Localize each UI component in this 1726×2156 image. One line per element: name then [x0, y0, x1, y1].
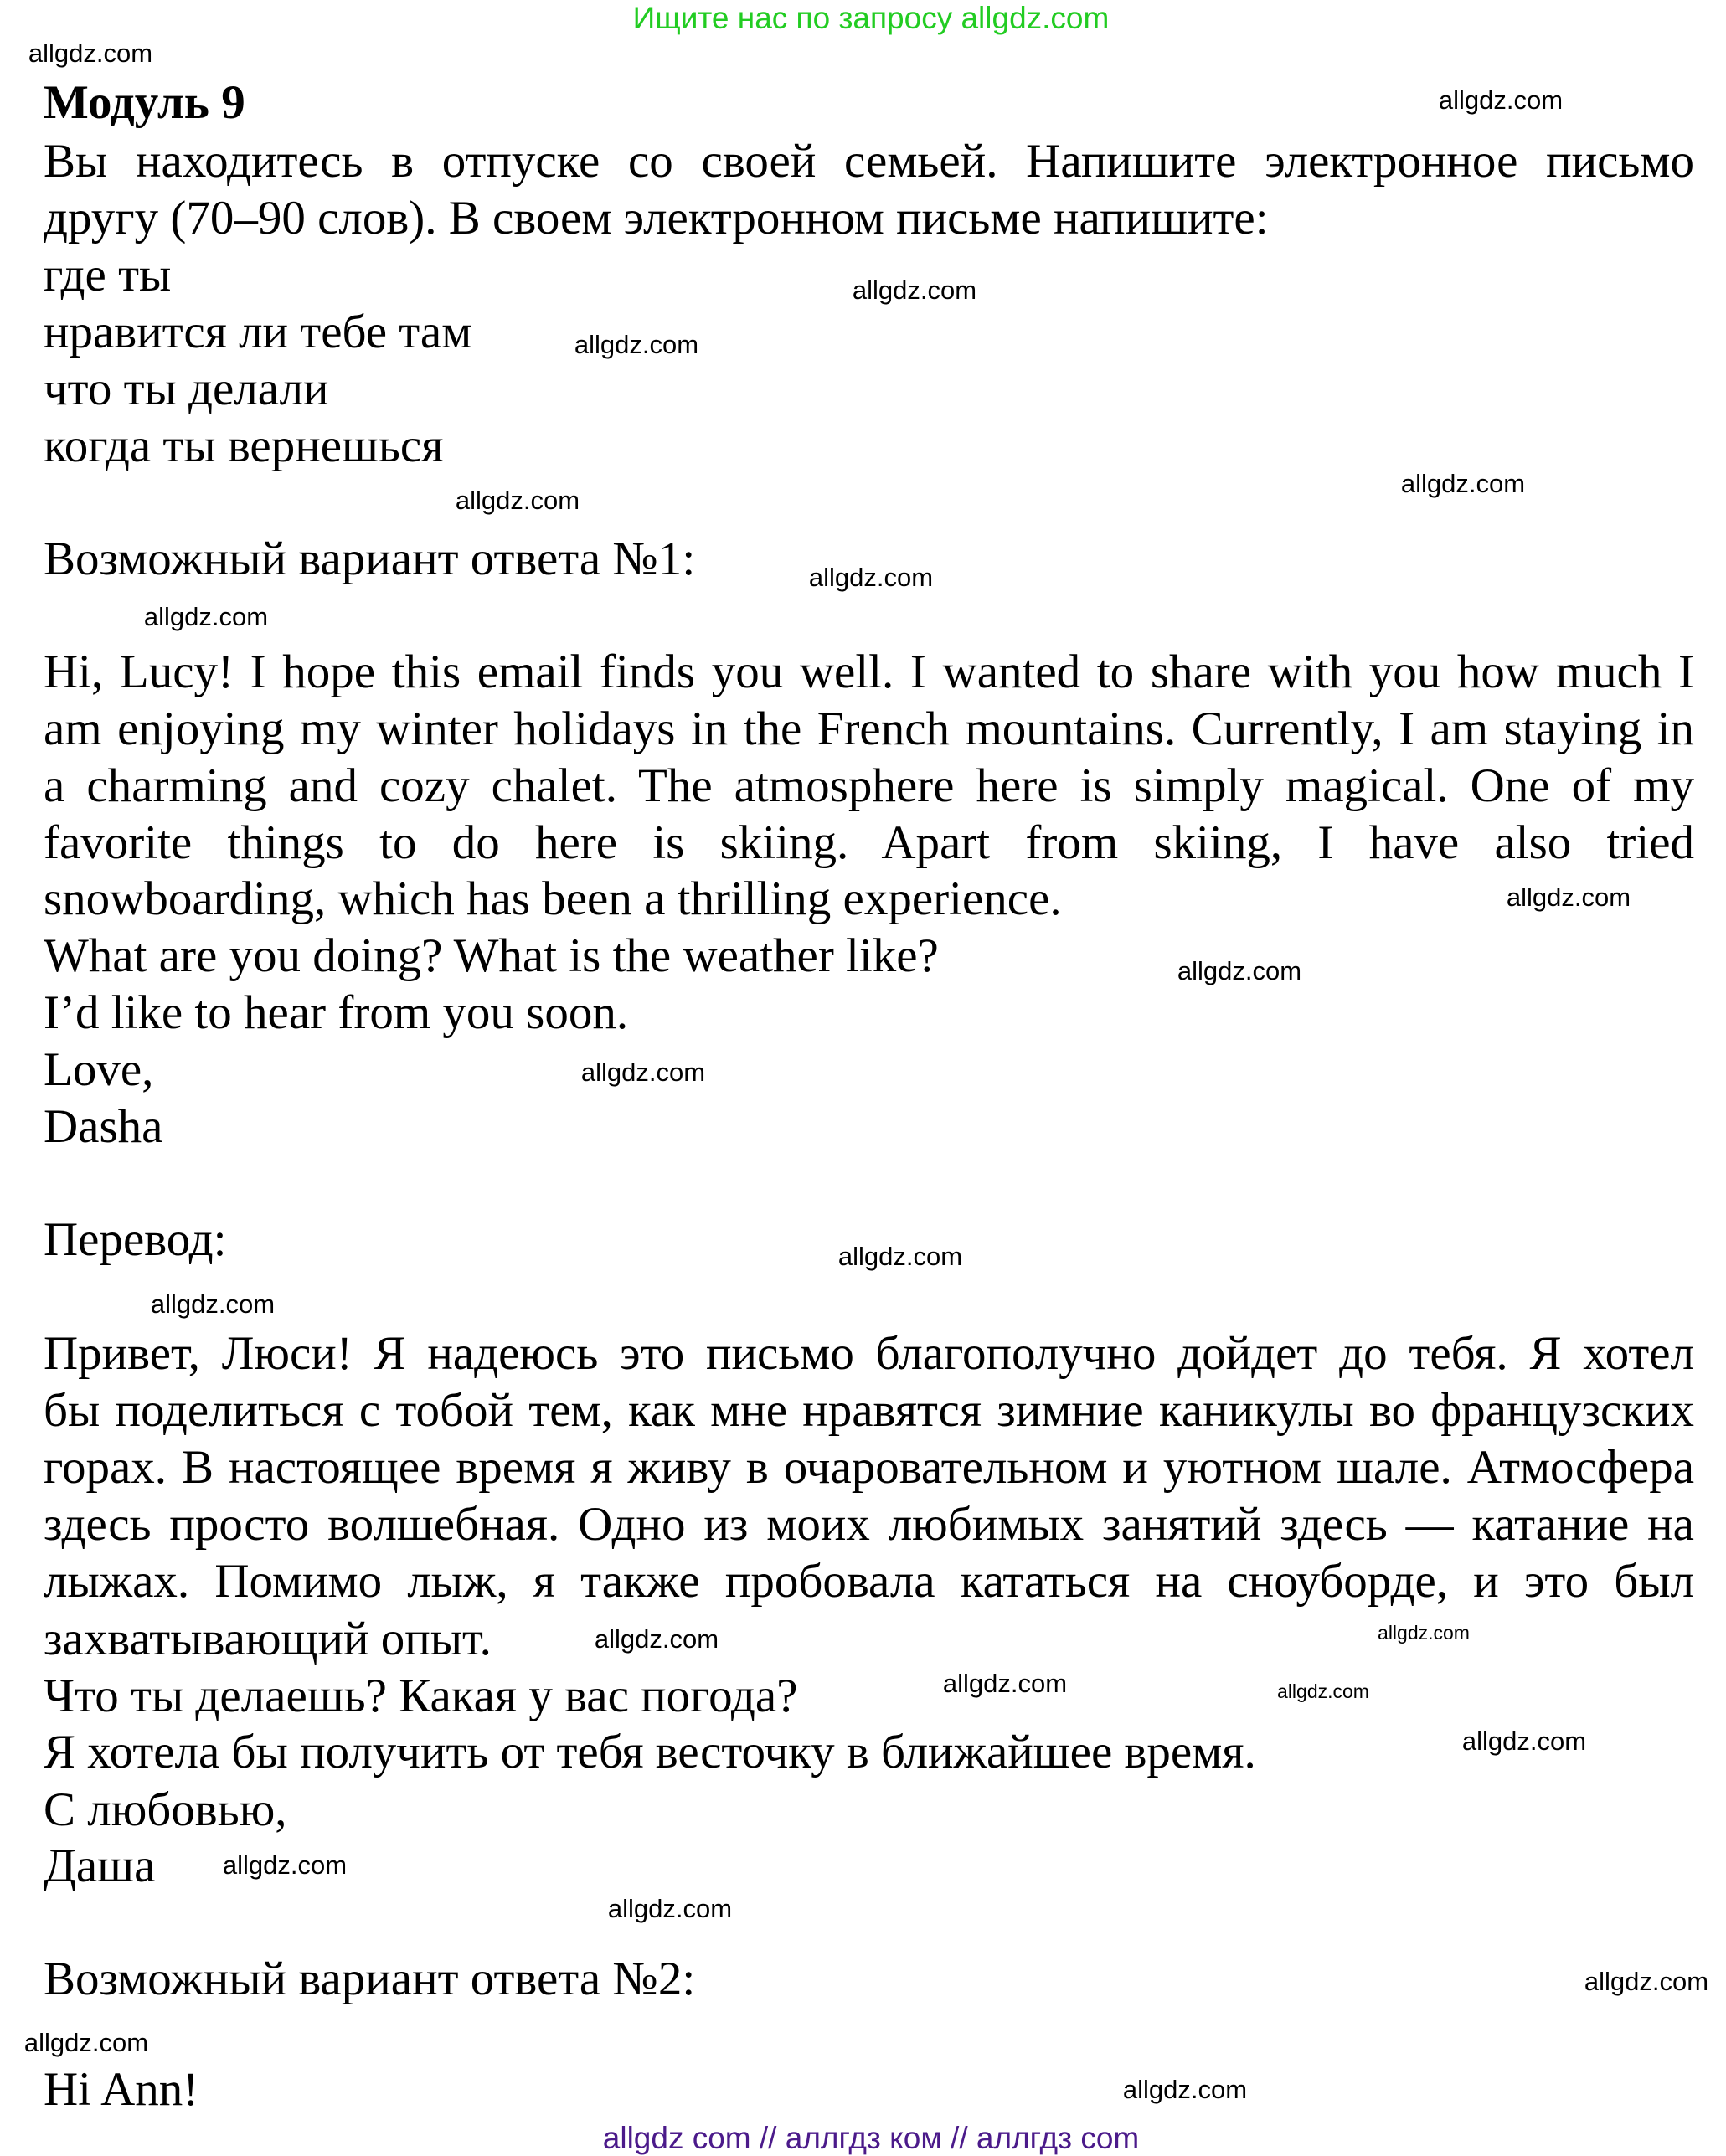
watermark: allgdz.com: [150, 1289, 276, 1319]
translation-signature: Даша: [44, 1840, 156, 1892]
watermark: allgdz.com: [28, 39, 153, 68]
watermark: allgdz.com: [852, 275, 977, 305]
watermark: allgdz.com: [1277, 1680, 1369, 1702]
letter2-line: Hi Ann!: [44, 2063, 199, 2116]
watermark: allgdz.com: [594, 1624, 719, 1654]
task-line: другу (70–90 слов). В своем электронном письме напишите:: [44, 192, 1269, 244]
letter1-line: favorite things to do here is skiing. Apart from skiing, I have also tried: [44, 816, 1694, 869]
watermark: allgdz.com: [143, 602, 269, 631]
search-banner[interactable]: Ищите нас по запросу allgdz.com: [632, 1, 1110, 35]
footer-banner[interactable]: allgdz com // аллгдз ком // аллгдз com: [602, 2121, 1140, 2155]
page-title: Модуль 9: [44, 76, 245, 129]
letter1-line: a charming and cozy chalet. The atmosphere here is simply magical. One of my: [44, 759, 1694, 812]
translation-line: горах. В настоящее время я живу в очаровательном и уютном шале. Атмосфера: [44, 1441, 1694, 1494]
variant1-heading: Возможный вариант ответа №1:: [44, 533, 696, 585]
translation-line: лыжах. Помимо лыж, я также пробовала кататься на сноуборде, и это был: [44, 1555, 1694, 1608]
watermark: allgdz.com: [1461, 1726, 1587, 1756]
task-point: когда ты вернешься: [44, 419, 444, 472]
watermark: allgdz.com: [1122, 2075, 1248, 2104]
letter1-line: What are you doing? What is the weather like?: [44, 929, 939, 982]
watermark: allgdz.com: [607, 1894, 733, 1923]
letter1-line: I’d like to hear from you soon.: [44, 986, 629, 1039]
translation-line: захватывающий опыт.: [44, 1613, 492, 1665]
watermark: allgdz.com: [1438, 85, 1564, 115]
watermark: allgdz.com: [1400, 469, 1526, 498]
watermark: allgdz.com: [574, 330, 699, 359]
watermark: allgdz.com: [808, 563, 934, 592]
task-point: где ты: [44, 249, 172, 301]
translation-heading: Перевод:: [44, 1213, 227, 1266]
letter1-line: Hi, Lucy! I hope this email finds you well. I wanted to share with you how much I: [44, 646, 1694, 698]
variant2-heading: Возможный вариант ответа №2:: [44, 1953, 696, 2005]
watermark: allgdz.com: [837, 1242, 963, 1271]
watermark: allgdz.com: [1584, 1967, 1709, 1996]
translation-line: бы поделиться с тобой тем, как мне нравятся зимние каникулы во французских: [44, 1384, 1694, 1437]
letter1-line: am enjoying my winter holidays in the French mountains. Currently, I am staying in: [44, 702, 1694, 755]
watermark: allgdz.com: [455, 486, 580, 515]
watermark: allgdz.com: [580, 1057, 706, 1087]
task-point: нравится ли тебе там: [44, 306, 472, 358]
watermark: allgdz.com: [222, 1850, 348, 1880]
watermark: allgdz.com: [942, 1669, 1068, 1698]
letter1-line: Love,: [44, 1043, 154, 1096]
watermark: allgdz.com: [1378, 1622, 1470, 1644]
watermark: allgdz.com: [23, 2028, 149, 2057]
translation-line: Привет, Люси! Я надеюсь это письмо благополучно дойдет до тебя. Я хотел: [44, 1327, 1694, 1380]
task-point: что ты делали: [44, 363, 329, 415]
watermark: allgdz.com: [1177, 956, 1302, 985]
watermark: allgdz.com: [1506, 882, 1631, 912]
translation-line: Я хотела бы получить от тебя весточку в ближайшее время.: [44, 1726, 1256, 1778]
task-line: Вы находитесь в отпуске со своей семьей. Напишите электронное письмо: [44, 135, 1694, 188]
letter1-line: snowboarding, which has been a thrilling experience.: [44, 872, 1062, 925]
translation-line: Что ты делаешь? Какая у вас погода?: [44, 1670, 798, 1722]
translation-line: С любовью,: [44, 1783, 287, 1836]
letter1-signature: Dasha: [44, 1100, 163, 1153]
translation-line: здесь просто волшебная. Одно из моих любимых занятий здесь — катание на: [44, 1498, 1694, 1551]
